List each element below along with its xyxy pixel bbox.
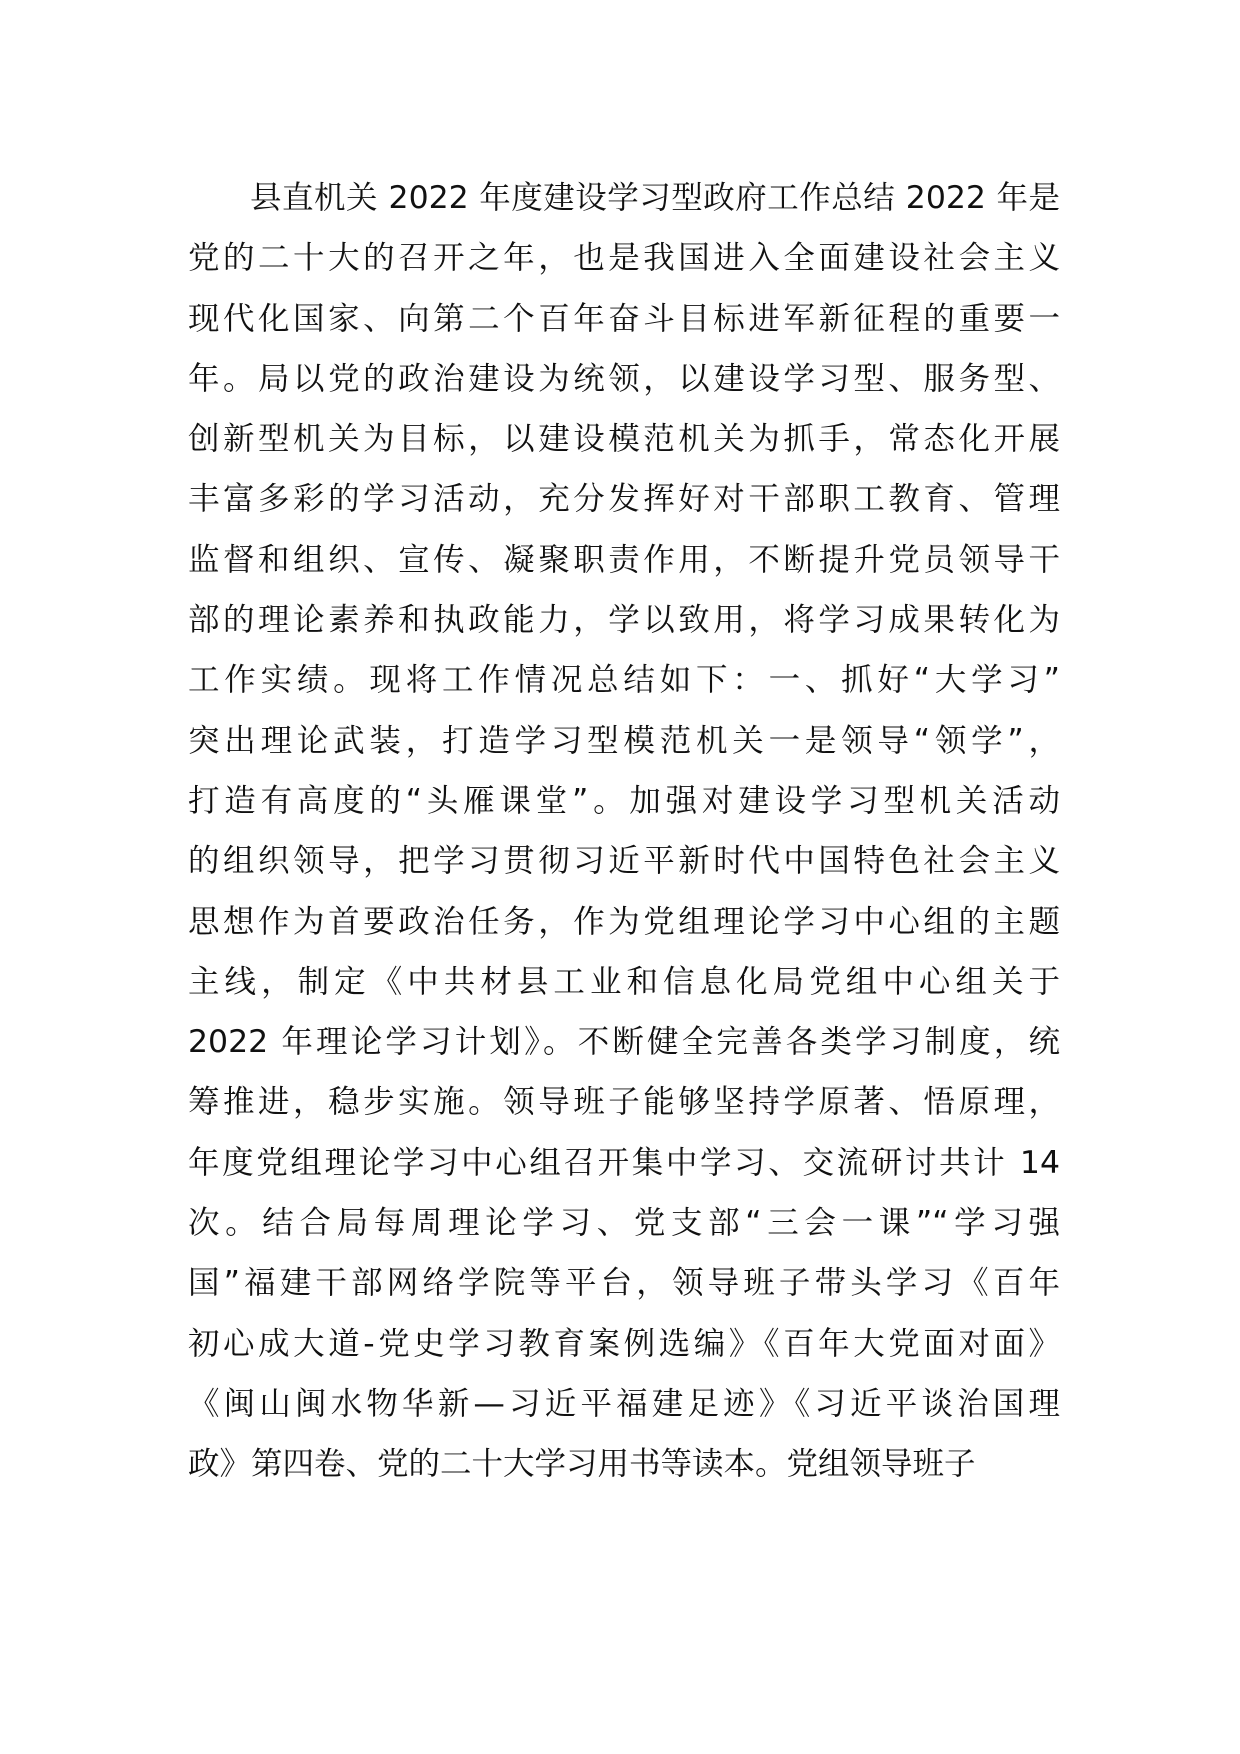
- paragraph-line: 打造有高度的“头雁课堂”。加强对建设学习型机关活动: [188, 782, 1060, 819]
- paragraph-line: 思想作为首要政治任务，作为党组理论学习中心组的主题: [188, 903, 1060, 940]
- paragraph-line: 次。结合局每周理论学习、党支部“三会一课”“学习强: [188, 1205, 1060, 1242]
- paragraph-line: 《闽山闽水物华新—习近平福建足迹》《习近平谈治国理: [188, 1385, 1060, 1422]
- paragraph-line: 工作实绩。现将工作情况总结如下：一、抓好“大学习”: [188, 662, 1060, 699]
- paragraph-line: 县直机关 2022 年度建设学习型政府工作总结 2022 年是: [250, 180, 1060, 216]
- paragraph-line: 丰富多彩的学习活动，充分发挥好对干部职工教育、管理: [188, 481, 1060, 518]
- paragraph-line: 2022 年理论学习计划》。不断健全完善各类学习制度，统: [188, 1024, 1060, 1061]
- paragraph-line: 初心成大道-党史学习教育案例选编》《百年大党面对面》: [188, 1325, 1060, 1362]
- paragraph-line: 的组织领导，把学习贯彻习近平新时代中国特色社会主义: [188, 843, 1060, 880]
- paragraph-line: 创新型机关为目标，以建设模范机关为抓手，常态化开展: [188, 421, 1060, 458]
- body-paragraph: [188, 168, 1060, 1495]
- paragraph-line: 现代化国家、向第二个百年奋斗目标进军新征程的重要一: [188, 300, 1060, 337]
- paragraph-line: 突出理论武装，打造学习型模范机关一是领导“领学”，: [188, 722, 1060, 759]
- paragraph-line: 部的理论素养和执政能力，学以致用，将学习成果转化为: [188, 602, 1060, 639]
- paragraph-line: 筹推进，稳步实施。领导班子能够坚持学原著、悟原理，: [188, 1084, 1060, 1121]
- paragraph-line: 监督和组织、宣传、凝聚职责作用，不断提升党员领导干: [188, 541, 1060, 578]
- paragraph-line: 年。局以党的政治建设为统领，以建设学习型、服务型、: [188, 360, 1060, 397]
- paragraph-line: 年度党组理论学习中心组召开集中学习、交流研讨共计 14: [188, 1144, 1060, 1181]
- paragraph-line: 党的二十大的召开之年，也是我国进入全面建设社会主义: [188, 240, 1060, 277]
- paragraph-line: 国”福建干部网络学院等平台，领导班子带头学习《百年: [188, 1265, 1060, 1302]
- paragraph-line: 政》第四卷、党的二十大学习用书等读本。党组领导班子: [188, 1446, 976, 1483]
- paragraph-line: 主线，制定《中共材县工业和信息化局党组中心组关于: [188, 963, 1060, 1000]
